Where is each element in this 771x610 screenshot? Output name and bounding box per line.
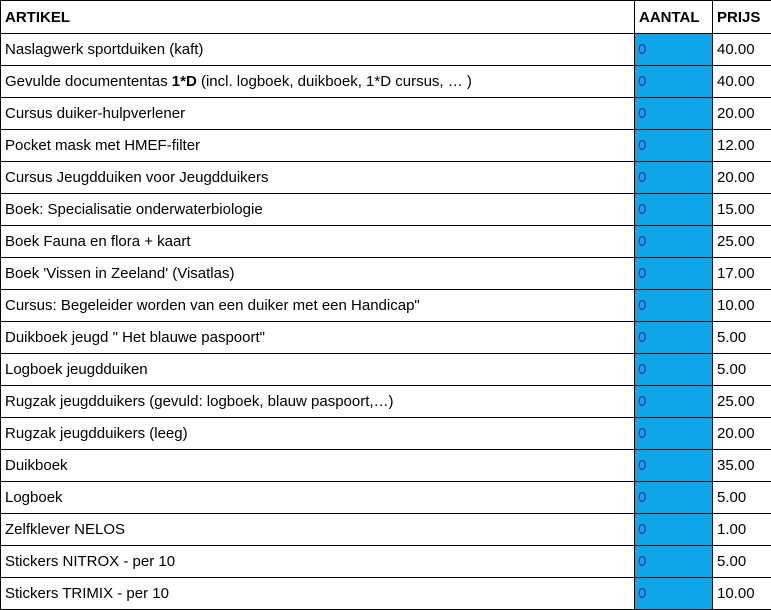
- table-row: [1, 258, 771, 290]
- quantity-input[interactable]: [638, 521, 708, 538]
- quantity-cell[interactable]: [635, 258, 713, 290]
- quantity-cell[interactable]: [635, 66, 713, 98]
- quantity-input[interactable]: [638, 41, 708, 58]
- price-cell: 1.00: [713, 514, 771, 546]
- article-name: Stickers NITROX - per 10: [1, 546, 635, 578]
- header-row: [1, 1, 771, 34]
- quantity-input[interactable]: [638, 265, 708, 282]
- article-name-suffix: (incl. logboek, duikboek, 1*D cursus, … ): [197, 73, 472, 90]
- table-row: [1, 450, 771, 482]
- article-name: Rugzak jeugdduikers (leeg): [1, 418, 635, 450]
- article-name: Pocket mask met HMEF-filter: [1, 130, 635, 162]
- table-row: [1, 482, 771, 514]
- article-name-level: 1*D: [172, 73, 197, 90]
- article-name: Boek Fauna en flora + kaart: [1, 226, 635, 258]
- quantity-cell[interactable]: [635, 482, 713, 514]
- article-name: Cursus: Begeleider worden van een duiker met een Handicap": [1, 290, 635, 322]
- article-name: Duikboek: [1, 450, 635, 482]
- quantity-cell[interactable]: [635, 450, 713, 482]
- price-cell: 17.00: [713, 258, 771, 290]
- article-name: Logboek jeugdduiken: [1, 354, 635, 386]
- article-name: Boek 'Vissen in Zeeland' (Visatlas): [1, 258, 635, 290]
- quantity-cell[interactable]: [635, 226, 713, 258]
- table-row: [1, 98, 771, 130]
- quantity-input[interactable]: [638, 393, 708, 410]
- price-cell: 10.00: [713, 290, 771, 322]
- price-cell: 20.00: [713, 98, 771, 130]
- quantity-cell[interactable]: [635, 578, 713, 610]
- table-row: [1, 354, 771, 386]
- quantity-input[interactable]: [638, 361, 708, 378]
- price-cell: 25.00: [713, 226, 771, 258]
- article-name: Zelfklever NELOS: [1, 514, 635, 546]
- table-row: [1, 162, 771, 194]
- table-row: [1, 418, 771, 450]
- article-name: Rugzak jeugdduikers (gevuld: logboek, blauw paspoort,…): [1, 386, 635, 418]
- price-cell: 5.00: [713, 546, 771, 578]
- article-name-prefix: Gevulde documententas: [5, 73, 172, 90]
- article-name: Boek: Specialisatie onderwaterbiologie: [1, 194, 635, 226]
- table-row: [1, 194, 771, 226]
- price-cell: 20.00: [713, 162, 771, 194]
- quantity-cell[interactable]: [635, 386, 713, 418]
- price-cell: 20.00: [713, 418, 771, 450]
- quantity-cell[interactable]: [635, 290, 713, 322]
- quantity-cell[interactable]: [635, 194, 713, 226]
- price-cell: 40.00: [713, 34, 771, 66]
- quantity-input[interactable]: [638, 73, 708, 90]
- table-row: [1, 386, 771, 418]
- quantity-cell[interactable]: [635, 98, 713, 130]
- quantity-cell[interactable]: [635, 354, 713, 386]
- quantity-input[interactable]: [638, 585, 708, 602]
- quantity-input[interactable]: [638, 489, 708, 506]
- quantity-cell[interactable]: [635, 514, 713, 546]
- quantity-cell[interactable]: [635, 546, 713, 578]
- header-article: ARTIKEL: [1, 1, 635, 34]
- quantity-cell[interactable]: [635, 130, 713, 162]
- price-cell: 15.00: [713, 194, 771, 226]
- table-row: [1, 514, 771, 546]
- quantity-input[interactable]: [638, 329, 708, 346]
- article-name: Stickers TRIMIX - per 10: [1, 578, 635, 610]
- quantity-input[interactable]: [638, 137, 708, 154]
- table-row: [1, 322, 771, 354]
- table-row: [1, 130, 771, 162]
- table-row: [1, 66, 771, 98]
- article-name: [1, 66, 635, 98]
- quantity-cell[interactable]: [635, 418, 713, 450]
- quantity-input[interactable]: [638, 169, 708, 186]
- price-cell: 25.00: [713, 386, 771, 418]
- price-cell: 10.00: [713, 578, 771, 610]
- quantity-input[interactable]: [638, 457, 708, 474]
- price-cell: 12.00: [713, 130, 771, 162]
- price-cell: 5.00: [713, 322, 771, 354]
- table-row: [1, 546, 771, 578]
- table-row: [1, 290, 771, 322]
- article-name: Duikboek jeugd " Het blauwe paspoort": [1, 322, 635, 354]
- article-name: Cursus Jeugdduiken voor Jeugdduikers: [1, 162, 635, 194]
- price-cell: 35.00: [713, 450, 771, 482]
- price-cell: 5.00: [713, 482, 771, 514]
- table-row: [1, 226, 771, 258]
- quantity-input[interactable]: [638, 425, 708, 442]
- price-cell: 5.00: [713, 354, 771, 386]
- article-name: Logboek: [1, 482, 635, 514]
- table-row: [1, 34, 771, 66]
- quantity-input[interactable]: [638, 553, 708, 570]
- header-price: PRIJS: [713, 1, 771, 34]
- quantity-input[interactable]: [638, 201, 708, 218]
- quantity-input[interactable]: [638, 297, 708, 314]
- quantity-input[interactable]: [638, 105, 708, 122]
- price-cell: 40.00: [713, 66, 771, 98]
- article-name: Naslagwerk sportduiken (kaft): [1, 34, 635, 66]
- quantity-cell[interactable]: [635, 322, 713, 354]
- article-name: Cursus duiker-hulpverlener: [1, 98, 635, 130]
- quantity-input[interactable]: [638, 233, 708, 250]
- table-row: [1, 578, 771, 610]
- header-quantity: AANTAL: [635, 1, 713, 34]
- quantity-cell[interactable]: [635, 162, 713, 194]
- quantity-cell[interactable]: [635, 34, 713, 66]
